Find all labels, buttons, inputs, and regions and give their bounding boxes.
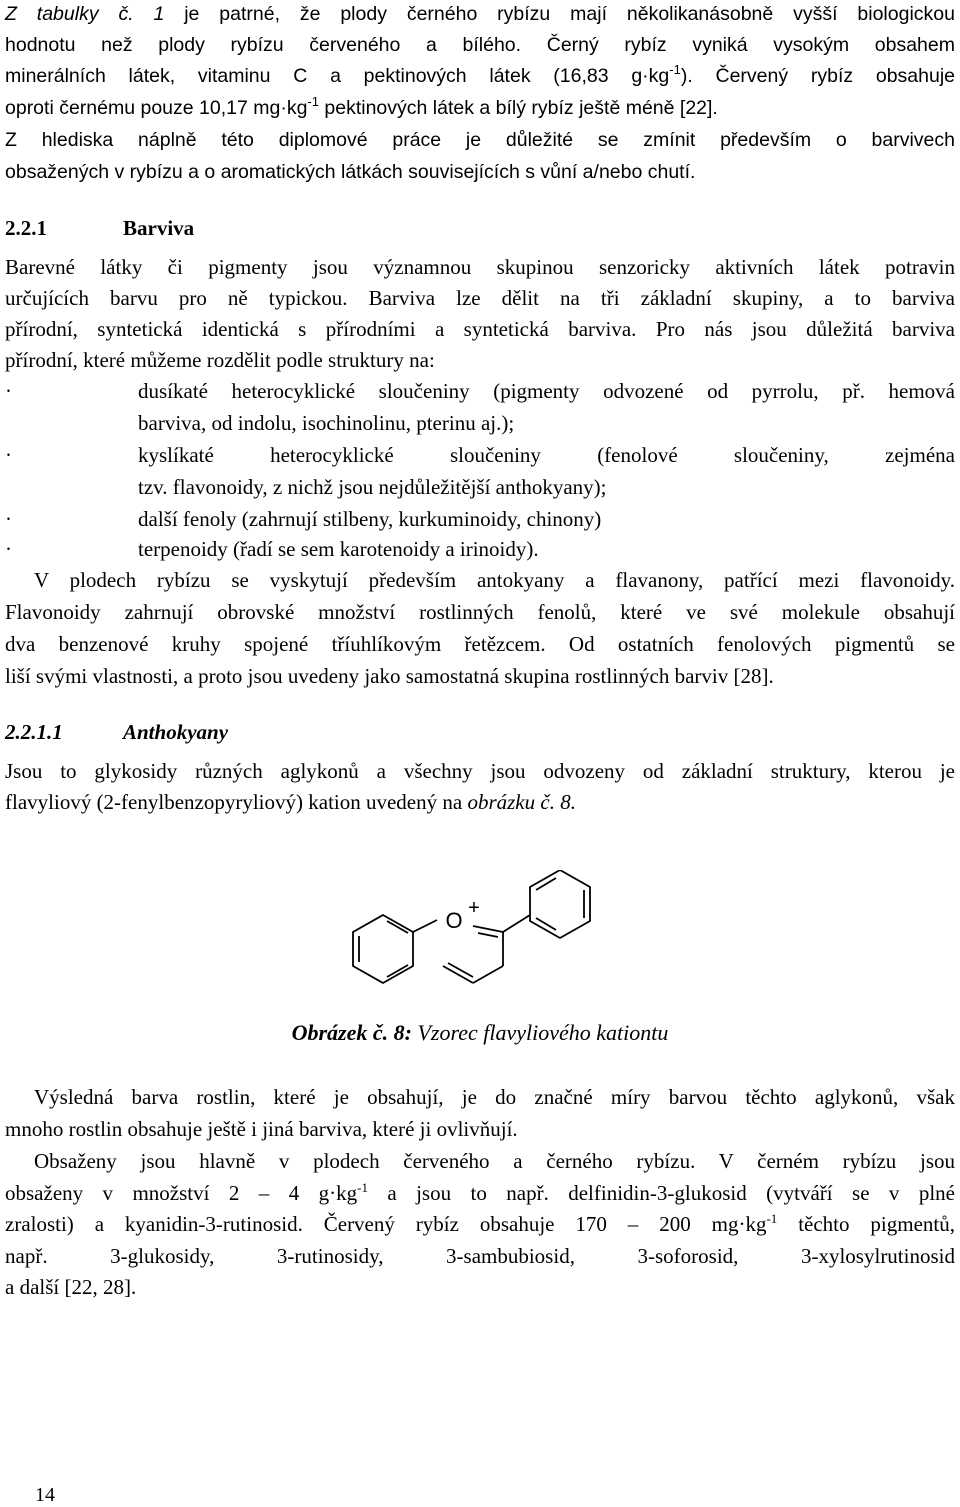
figure-reference: obrázku č. 8.	[467, 790, 576, 814]
anthokyany-line-1: Jsou to glykosidy různých aglykonů a všechny jsou odvozeny od základní struktury, kterou je	[5, 759, 955, 783]
intro-line-4: oproti černému pouze 10,17 $mg\cdot kg^{-1}$ pektinových látek a bílý rybíz ještě méně [22].	[5, 94, 718, 119]
pyrylium-ring	[413, 920, 437, 932]
barviva-line-4: přírodní, které můžeme rozdělit podle struktury na:	[5, 348, 435, 372]
color-line-5: zralosti) a kyanidin-3-rutinosid. Červený rybíz obsahuje 170 – 200 $mg\cdot kg^{-1}$ těchto pigmentů,	[5, 1211, 955, 1236]
benzene-ring-left	[353, 915, 413, 983]
intro-line-1: Z tabulky č. 1 je patrné, že plody černého rybízu mají několikanásobně vyšší biologickou	[5, 3, 955, 25]
flavonoid-line-4: liší svými vlastnosti, a proto jsou uvedeny jako samostatná skupina rostlinných barviv [28].	[5, 664, 774, 688]
barviva-line-3: přírodní, syntetická identická s přírodními a syntetická barviva. Pro nás jsou důležitá barviva	[5, 317, 955, 341]
bullet-marker: ·	[5, 379, 12, 403]
figure-caption: Obrázek č. 8: Vzorec flavyliového kationtu	[291, 1020, 669, 1045]
bullet-item-2-line-2: tzv. flavonoidy, z nichž jsou nejdůležitější anthokyany);	[138, 475, 607, 499]
intro-line-3: minerálních látek, vitaminu C a pektinových látek (16,83 $g\cdot kg^{-1}$). Červený rybíz obsahuje	[5, 62, 956, 87]
color-line-6: např. 3-glukosidy, 3-rutinosidy, 3-sambubiosid, 3-soforosid, 3-xylosylrutinosid	[5, 1244, 955, 1268]
phenyl-ring	[530, 870, 590, 938]
oxygen-atom-label: O	[445, 908, 463, 933]
section-heading-anthokyany: 2.2.1.1 Anthokyany	[5, 720, 229, 744]
flavonoid-line-1: V plodech rybízu se vyskytují především antokyany a flavanony, patřící mezi flavonoidy.	[34, 568, 955, 592]
color-line-4: obsaženy v množství 2 – 4 $g\cdot kg^{-1}$ a jsou to např. delfinidin-3-glukosid (vytváří se v plné	[5, 1180, 955, 1205]
bullet-item-2-line-1: kyslíkaté heterocyklické sloučeniny (fenolové sloučeniny, zejména	[138, 443, 955, 467]
bullet-item-1-line-1: dusíkaté heterocyklické sloučeniny (pigmenty odvozené od pyrrolu, př. hemová	[138, 379, 955, 403]
anthokyany-line-2: flavyliový (2-fenylbenzopyryliový) kation uvedený na obrázku č. 8.	[5, 790, 576, 814]
bullet-marker: ·	[5, 507, 12, 531]
bullet-item-1-line-2: barviva, od indolu, isochinolinu, pterinu aj.);	[138, 411, 515, 435]
color-line-7: a další [22, 28].	[5, 1275, 137, 1299]
flavonoid-line-2: Flavonoidy zahrnují obrovské množství rostlinných fenolů, které ve své molekule obsahují	[5, 600, 955, 624]
section-heading-barviva: 2.2.1 Barviva	[5, 216, 195, 240]
bullet-marker: ·	[5, 537, 12, 561]
barviva-line-1: Barevné látky či pigmenty jsou významnou skupinou senzoricky aktivních látek potravin	[5, 255, 955, 279]
color-line-2: mnoho rostlin obsahuje ještě i jiná barviva, které ji ovlivňují.	[5, 1117, 518, 1141]
flavylium-structure	[340, 870, 630, 1010]
page-number: 14	[35, 1484, 55, 1506]
barviva-line-2: určujících barvu pro ně typickou. Barviva lze dělit na tři základní skupiny, a to barviva	[5, 286, 955, 310]
positive-charge-label: +	[468, 897, 480, 919]
bullet-item-4: terpenoidy (řadí se sem karotenoidy a irinoidy).	[138, 537, 539, 561]
intro-line-5: Z hlediska náplně této diplomové práce je důležité se zmínit především o barvivech	[5, 129, 955, 151]
bullet-marker: ·	[5, 443, 12, 467]
intro-line-6: obsažených v rybízu a o aromatických látkách souvisejících s vůní a/nebo chutí.	[5, 161, 696, 183]
flavonoid-line-3: dva benzenové kruhy spojené tříuhlíkovým řetězcem. Od ostatních fenolových pigmentů se	[5, 632, 955, 656]
table-reference: Z tabulky č. 1	[5, 3, 165, 25]
color-line-1: Výsledná barva rostlin, které je obsahují, je do značné míry barvou těchto aglykonů, však	[34, 1085, 955, 1109]
color-line-3: Obsaženy jsou hlavně v plodech červeného a černého rybízu. V černém rybízu jsou	[34, 1149, 955, 1173]
intro-line-2: hodnotu než plody rybízu červeného a bílého. Černý rybíz vyniká vysokým obsahem	[5, 34, 955, 56]
bullet-item-3: další fenoly (zahrnují stilbeny, kurkuminoidy, chinony)	[138, 507, 602, 531]
